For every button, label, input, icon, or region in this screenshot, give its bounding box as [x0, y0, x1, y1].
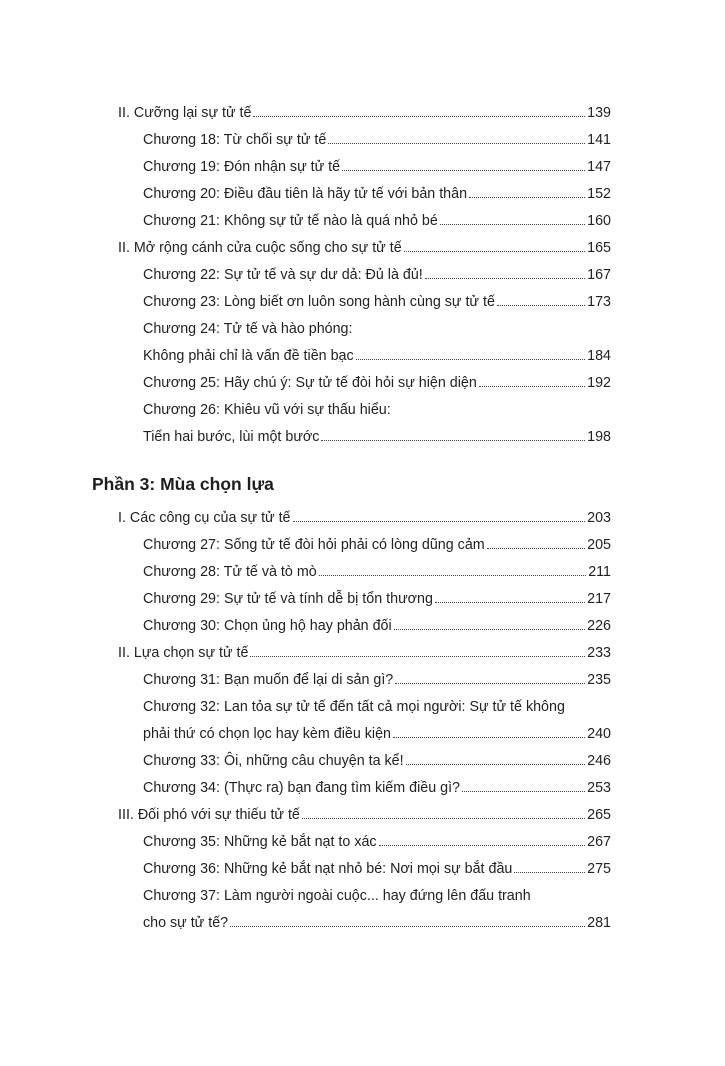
- dot-leader: [406, 764, 586, 765]
- toc-chapter-entry: [143, 664, 611, 688]
- toc-chapter-entry: [143, 259, 611, 283]
- toc-entry-title: Chương 27: Sống tử tế đòi hỏi phải có lòng dũng cảm: [143, 537, 485, 553]
- toc-entry-title: Chương 28: Tử tế và tò mò: [143, 564, 317, 580]
- dot-leader: [425, 278, 585, 279]
- toc-entry-title: II. Cưỡng lại sự tử tế: [118, 105, 252, 121]
- toc-entry-title: Chương 23: Lòng biết ơn luôn song hành cùng sự tử tế: [143, 294, 495, 310]
- dot-leader: [462, 791, 585, 792]
- dot-leader: [319, 575, 587, 576]
- toc-page-number: 167: [587, 267, 611, 283]
- toc-chapter-entry: [143, 367, 611, 391]
- dot-leader: [514, 872, 585, 873]
- toc-page-number: 152: [587, 186, 611, 202]
- toc-chapter-entry: [143, 394, 611, 418]
- toc-chapter-entry: [143, 151, 611, 175]
- toc-page-number: 205: [587, 537, 611, 553]
- toc-part-entry: [118, 799, 611, 823]
- toc-chapter-entry: [143, 691, 611, 715]
- toc-entry-title: Chương 26: Khiêu vũ với sự thấu hiểu:: [143, 402, 391, 418]
- toc-page-number: 192: [587, 375, 611, 391]
- dot-leader: [435, 602, 585, 603]
- dot-leader: [321, 440, 585, 441]
- toc-entry-title: phải thứ có chọn lọc hay kèm điều kiện: [143, 726, 391, 742]
- dot-leader: [487, 548, 585, 549]
- toc-page-number: 226: [587, 618, 611, 634]
- dot-leader: [440, 224, 585, 225]
- toc-chapter-entry: [143, 880, 611, 904]
- toc-chapter-entry: [143, 583, 611, 607]
- toc-entry-title: Không phải chỉ là vấn đề tiền bạc: [143, 348, 354, 364]
- toc-page-number: 246: [587, 753, 611, 769]
- toc-entry-title: Chương 21: Không sự tử tế nào là quá nhỏ bé: [143, 213, 438, 229]
- dot-leader: [395, 683, 585, 684]
- toc-entry-title: II. Mở rộng cánh cửa cuộc sống cho sự tử tế: [118, 240, 402, 256]
- toc-entry-title: Chương 19: Đón nhận sự tử tế: [143, 159, 341, 175]
- toc-part-entry: [118, 97, 611, 121]
- toc-chapter-entry: [143, 178, 611, 202]
- toc-chapter-entry: [143, 313, 611, 337]
- toc-entry-title: Chương 35: Những kẻ bắt nạt to xác: [143, 834, 377, 850]
- toc-page-number: 184: [587, 348, 611, 364]
- section-3-heading: Phần 3: Mùa chọn lựa: [92, 474, 274, 494]
- toc-chapter-entry: [143, 718, 611, 742]
- toc-entry-title: Chương 25: Hãy chú ý: Sự tử tế đòi hỏi sự hiện diện: [143, 375, 477, 391]
- toc-entry-title: Chương 34: (Thực ra) bạn đang tìm kiếm điều gì?: [143, 780, 460, 796]
- toc-chapter-entry: [143, 826, 611, 850]
- toc-page-number: 141: [587, 132, 611, 148]
- toc-page-number: 203: [587, 510, 611, 526]
- toc-page-number: 235: [587, 672, 611, 688]
- dot-leader: [379, 845, 586, 846]
- toc-chapter-entry: [143, 124, 611, 148]
- dot-leader: [250, 656, 585, 657]
- toc-entry-title: Chương 29: Sự tử tế và tính dễ bị tổn thương: [143, 591, 433, 607]
- toc-entry-title: Chương 37: Làm người ngoài cuộc... hay đứng lên đấu tranh: [143, 888, 531, 904]
- toc-chapter-entry: [143, 610, 611, 634]
- dot-leader: [497, 305, 585, 306]
- toc-page-number: 275: [587, 861, 611, 877]
- dot-leader: [293, 521, 586, 522]
- toc-entry-title: III. Đối phó với sự thiếu tử tế: [118, 807, 300, 823]
- toc-page-number: 253: [587, 780, 611, 796]
- toc-part-entry: [118, 232, 611, 256]
- toc-entry-title: Chương 18: Từ chối sự tử tế: [143, 132, 327, 148]
- dot-leader: [253, 116, 585, 117]
- dot-leader: [328, 143, 585, 144]
- dot-leader: [356, 359, 586, 360]
- toc-entry-title: Chương 36: Những kẻ bắt nạt nhỏ bé: Nơi mọi sự bắt đầu: [143, 861, 513, 877]
- toc-page-number: 281: [587, 915, 611, 931]
- toc-chapter-entry: [143, 853, 611, 877]
- toc-part-entry: [118, 502, 611, 526]
- dot-leader: [479, 386, 585, 387]
- toc-entry-title: II. Lựa chọn sự tử tế: [118, 645, 249, 661]
- toc-entry-title: Chương 22: Sự tử tế và sự dư dả: Đủ là đủ!: [143, 267, 423, 283]
- dot-leader: [342, 170, 585, 171]
- toc-entry-title: Chương 30: Chọn ủng hộ hay phản đối: [143, 618, 392, 634]
- toc-page-number: 147: [587, 159, 611, 175]
- toc-entry-title: Chương 32: Lan tỏa sự tử tế đến tất cả mọi người: Sự tử tế không: [143, 699, 565, 715]
- toc-page-number: 198: [587, 429, 611, 445]
- toc-page-number: 233: [587, 645, 611, 661]
- toc-chapter-entry: [143, 421, 611, 445]
- toc-entry-title: Chương 33: Ôi, những câu chuyện ta kể!: [143, 753, 404, 769]
- dot-leader: [302, 818, 585, 819]
- toc-chapter-entry: [143, 529, 611, 553]
- toc-chapter-entry: [143, 340, 611, 364]
- toc-page-number: 160: [587, 213, 611, 229]
- toc-chapter-entry: [143, 745, 611, 769]
- toc-page-number: 165: [587, 240, 611, 256]
- toc-chapter-entry: [143, 772, 611, 796]
- dot-leader: [469, 197, 585, 198]
- toc-entry-title: Chương 20: Điều đầu tiên là hãy tử tế với bản thân: [143, 186, 468, 202]
- toc-entry-title: cho sự tử tế?: [143, 915, 229, 931]
- toc-page-number: 265: [587, 807, 611, 823]
- dot-leader: [230, 926, 585, 927]
- toc-chapter-entry: [143, 556, 611, 580]
- dot-leader: [394, 629, 585, 630]
- toc-page-number: 139: [587, 105, 611, 121]
- toc-page-number: 173: [587, 294, 611, 310]
- toc-chapter-entry: [143, 286, 611, 310]
- toc-page-number: 267: [587, 834, 611, 850]
- toc-chapter-entry: [143, 907, 611, 931]
- toc-page-number: 240: [587, 726, 611, 742]
- toc-entry-title: I. Các công cụ của sự tử tế: [118, 510, 291, 526]
- dot-leader: [393, 737, 585, 738]
- toc-entry-title: Chương 24: Tử tế và hào phóng:: [143, 321, 353, 337]
- toc-part-entry: [118, 637, 611, 661]
- toc-page-number: 217: [587, 591, 611, 607]
- dot-leader: [404, 251, 585, 252]
- toc-entry-title: Chương 31: Bạn muốn để lại di sản gì?: [143, 672, 394, 688]
- toc-chapter-entry: [143, 205, 611, 229]
- toc-entry-title: Tiến hai bước, lùi một bước: [143, 429, 320, 445]
- toc-page-number: 211: [588, 564, 611, 580]
